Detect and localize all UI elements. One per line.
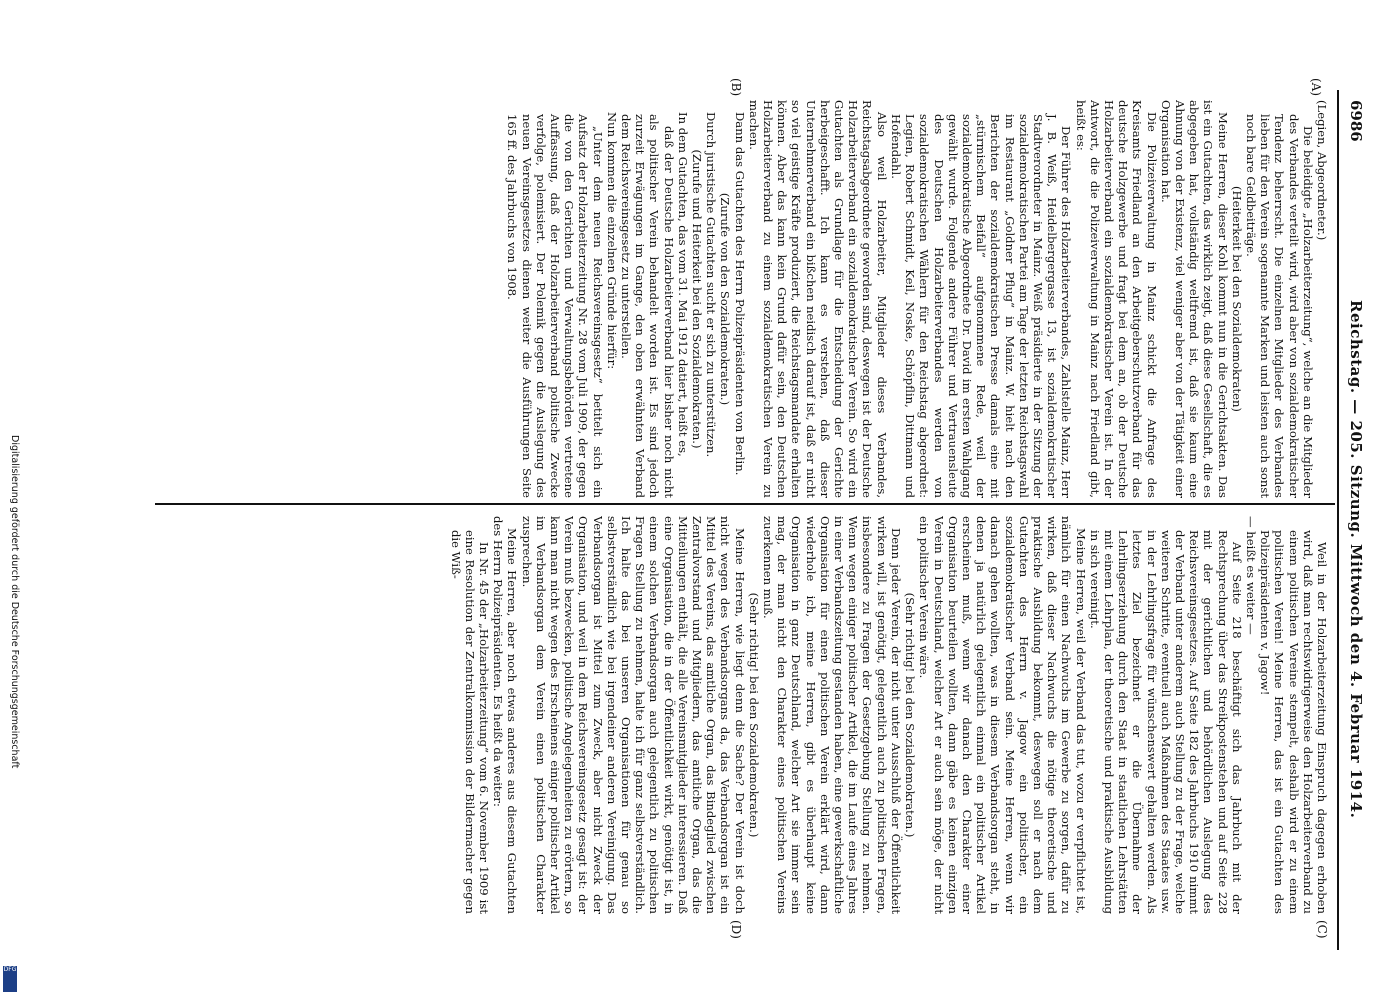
paragraph: Dann das Gutachten des Herrn Polizeipräsidenten von Berlin.	[732, 112, 747, 476]
paragraph: (Sehr richtig! bei den Sozialdemokraten.)	[903, 592, 918, 838]
paragraph: (Sehr richtig! bei den Sozialdemokraten.)	[746, 592, 761, 838]
paragraph: Meine Herren, wie liegt denn die Sache? Der Verein ist doch nicht wegen des Verbandsorgans da, das Verbandsorgan ist ein Mittel des Vereins, das amtliche Organ, das Bindeglied zwischen Zentralvorstand und Mitgliedern, das amtliche Organ, das die Mitteilungen enthält, die alle Vereinsmitglieder interessieren. Daß eine Organisation, die in der Öffentlichkeit wirkt, genötigt ist, in einem solchen Verbandsorgan auch gelegentlich zu politischen Fragen Stellung zu nehmen, halte ich für ganz selbstverständlich. Ich halte das bei unseren Organisationen für genau so selbstverständlich wie bei irgendeiner anderen Vereinigung. Das Verbandsorgan ist Mittel zum Zweck, aber nicht Zweck der Organisation, und weil in dem Reichsvereinsgesetz gesagt ist: der Verein muß bezwecken, politische Angelegenheiten zu erörtern, so kann man nicht wegen des Erscheinens einiger politischer Artikel im Verbandsorgan dem Verein einen politischen Charakter zusprechen.	[519, 516, 747, 914]
paragraph: (Zurufe und Heiterkeit bei den Sozialdemokraten.)	[690, 149, 705, 449]
paragraph: Weil in der Holzarbeiterzeitung Einspruch dagegen erhoben wird, daß man rechtswidrigerweise den Holzarbeiterverband zu einem politischen Vereine stempelt, deshalb wird er zu einem politischen Verein! Meine Herren, das ist ein Gutachten des Polizeipräsidenten v. Jagow!	[1258, 530, 1329, 914]
paragraph: In Nr. 45 der „Holzarbeiterzeitung“ vom 6. November 1909 ist eine Resolution der Zentralkommission der Bildermacher gegen die Wiß-	[448, 530, 492, 914]
paragraph: — heißt es weiter —	[1243, 516, 1258, 635]
paragraph: Meine Herren, dieser Kohl kommt nun in die Gerichtsakten. Das ist ein Gutachten, das wirklich zeigt, daß diese Gesellschaft, die es abgegeben hat, vollständig weltfremd ist, daß sie kaum eine Ahnung von der Existenz, viel weniger aber von der Tätigkeit einer Organisation hat.	[1158, 100, 1230, 498]
paragraph: Nun kommen die einzelnen Gründe hierfür:	[604, 112, 619, 370]
digitization-note: Digitalisierung gefördert durch die Deutsche Forschungsgemeinschaft	[9, 435, 20, 769]
running-head: Reichstag. — 205. Sitzung. Mittwoch den 4. Februar 1914.	[1347, 300, 1365, 819]
paragraph: Auf Seite 218 beschäftigt sich das Jahrbuch mit der Rechtsprechung über das Streikpostenstehen und auf Seite 228 mit der gerichtlichen und behördlichen Auslegung des Reichsvereinsgesetzes. Auf Seite 182 des Jahrbuchs 1910 nimmt der Verband unter anderem auch Stellung zu der Frage, welche weiteren Schritte, eventuell auch Maßnahmen des Staates usw. in der Lehrlingsfrage für wünschenswert gehalten werden. Als letztes Ziel bezeichnet er die Übernahme der Lehrlingserziehung durch den Staat in staatlichen Lehrstätten mit einem Lehrplan, der theoretische und praktische Ausbildung in sich vereinigt.	[1087, 530, 1244, 914]
paragraph: Die Polizeiverwaltung in Mainz schickt die Anfrage des Kreisamts Friedland an den Arbeitgeberschutzverband für das deutsche Holzgewerbe und fragt bei dem an, ob der Deutsche Holzarbeiterverband ein sozialdemokratischer Verein ist. In der Antwort, die die Polizeiverwaltung in Mainz nach Friedland gibt, heißt es:	[1073, 100, 1159, 498]
paragraph: Denn jeder Verein, der nicht unter Ausschluß der Öffentlichkeit wirken will, ist genötigt, gelegentlich auch zu politischen Fragen, insbesondere zu Fragen der Gesetzgebung Stellung zu nehmen. Wenn wegen einiger politischer Artikel, die im Laufe eines Jahres in einer Verbandszeitung gestanden haben, eine gewerkschaftliche Organisation für einen politischen Verein erklärt wird, dann wiederhole ich, meine Herren, gibt es überhaupt keine Organisation in ganz Deutschland, welcher Art sie immer sein mag, der man nicht den Charakter eines politischen Vereins zuerkennen muß.	[761, 516, 903, 914]
paragraph: Meine Herren, aber noch etwas anderes aus diesem Gutachten des Herrn Polizeipräsidenten. Es heißt da weiter:	[491, 516, 520, 914]
margin-marker-a: (A)	[1309, 78, 1323, 97]
paragraph: Meine Herren, weil der Verband das tut, wozu er verpflichtet ist, nämlich für einen Nachwuchs im Gewerbe zu sorgen, dafür zu wirken, daß dieser Nachwuchs die nötige theoretische und praktische Ausbildung bekommt, deswegen soll er nach dem Gutachten des Herrn v. Jagow ein politischer, ein sozialdemokratischer Verband sein. Meine Herren, wenn wir danach gehen wollten, was in diesem Verbandsorgan steht, in denen ja natürlich gelegentlich einmal ein politischer Artikel erscheinen muß, wenn wir danach den Charakter einer Organisation beurteilen wollten, dann gäbe es keinen einzigen Verein in Deutschland, welcher Art er auch sein möge, der nicht ein politischer Verein wäre.	[917, 516, 1088, 914]
left-text-column	[159, 100, 1329, 498]
page-number: 6986	[1347, 100, 1365, 142]
paragraph: Also weil Holzarbeiter, Mitglieder dieses Verbandes, Reichstagsabgeordnete geworden sind, deswegen ist der Deutsche Holzarbeiterverband ein sozialdemokratischer Verein. So wird ein Gutachten als Grundlage für die Entscheidung der Gerichte herbeigeschafft. Ich kann es verstehen, daß dieser Unternehmerverband ein bißchen neidisch darauf ist, daß er nicht so viel geistige Kräfte produziert, die Reichstagsmandate erhalten können. Aber das kann kein Grund dafür sein, den Deutschen Holzarbeiterverband zu einem sozialdemokratischen Verein zu machen.	[746, 100, 889, 498]
paragraph: (Legien, Abgeordneter.)	[1315, 100, 1329, 241]
paragraph: Die beleidigte „Holzarbeiterzeitung“, welche an die Mitglieder des Verbandes verteilt wird, wird aber von sozialdemokratischer Tendenz beherrscht. Die einzelnen Mitglieder des Verbandes lieben für den Verein sogenannte Marken und leisten auch sonst noch bare Geldbeiträge.	[1243, 114, 1315, 498]
right-text-column	[159, 516, 1329, 914]
paragraph: (Zurufe von den Sozialdemokraten.)	[718, 192, 733, 406]
paragraph: Der Führer des Holzarbeiterverbandes, Zahlstelle Mainz, Herr J. B. Weiß, Heidelbergergasse 13, ist sozialdemokratischer Stadtverordneter in Mainz. Weiß präsidierte in der Sitzung der sozialdemokratischen Partei am Tage der letzten Reichstagswahl im Restaurant „Goldner Pflug“ in Mainz. W. hielt nach den Berichten der sozialdemokratischen Presse damals eine mit „stürmischem Beifall“ aufgenommene Rede, weil der sozialdemokratische Abgeordnete Dr. David im ersten Wahlgang gewählt wurde. Folgende andere Führer und Vertrauensleute des Deutschen Holzarbeiterverbandes werden von sozialdemokratischen Wählern für den Reichstag abgeordnet: Legien, Robert Schmidt, Keil, Noske, Schöpflin, Dittmann und Hofendahl.	[888, 114, 1074, 498]
paragraph: (Heiterkeit bei den Sozialdemokraten)	[1229, 186, 1244, 412]
paragraph: In dem Gutachten, das vom 31. Mai 1912 datiert, heißt es,	[675, 112, 690, 457]
paragraph: Durch juristische Gutachten sucht er sich zu unterstützen.	[704, 112, 719, 458]
paragraph: „Unter dem neuen Reichsvereinsgesetz“ betitelt sich ein Aufsatz der Holzarbeiterzeitung Nr. 28 vom Juli 1909, der gegen die von den Gerichten und Verwaltungsbehörden vertretene Auffassung, daß der Holzarbeiterverband politische Zwecke verfolge, polemisiert. Der Polemik gegen die Auslegung des neuen Vereinsgesetzes dienen weiter die Ausführungen Seite 165 ff. des Jahrbuchs von 1908.	[505, 114, 605, 498]
margin-marker-d: (D)	[729, 920, 743, 939]
digitization-sidebar	[0, 0, 36, 1000]
margin-marker-c: (C)	[1315, 920, 1329, 939]
dfg-logo: DFG	[3, 966, 17, 992]
paragraph: daß der Deutsche Holzarbeiterverband hier bisher noch nicht als politischer Verein behandelt worden ist. Es sind jedoch zurzeit Erwägungen im Gange, den oben erwähnten Verband dem Reichsvereinsgesetz zu unterstellen.	[619, 114, 676, 498]
margin-marker-b: (B)	[729, 78, 743, 97]
column-divider	[155, 503, 1335, 505]
header-rule	[1337, 90, 1339, 950]
